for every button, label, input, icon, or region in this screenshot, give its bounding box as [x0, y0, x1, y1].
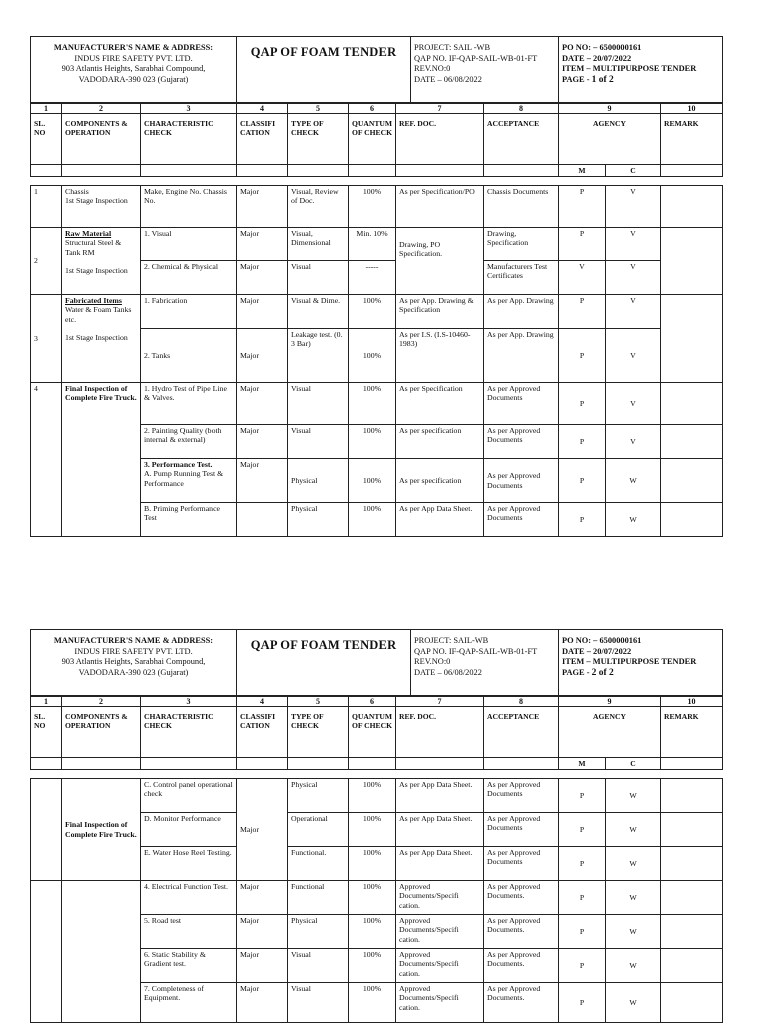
col-remark: REMARK	[661, 707, 723, 758]
manufacturer-address-1: 903 Atlantis Heights, Sarabhai Compound,	[61, 64, 206, 73]
agency-c: C	[606, 165, 661, 177]
col-components: COMPONENTS & OPERATION	[62, 114, 141, 165]
col-characteristic: CHARACTERISTIC CHECK	[141, 114, 237, 165]
col-quantum: QUANTUM OF CHECK	[349, 114, 396, 165]
table-row: 2. Tanks Major Leakage test. (0. 3 Bar) 100% As per I.S. (I.S-10460-1983) As per App. Drawing P V	[31, 329, 723, 383]
qap-number: QAP NO. IF-QAP-SAIL-WB-01-FT	[414, 646, 538, 656]
qap-page-1	[30, 36, 722, 537]
manufacturer-address-2: VADODARA-390 023 (Gujarat)	[78, 667, 189, 677]
col-remark: REMARK	[661, 114, 723, 165]
agency-m: M	[559, 165, 606, 177]
table-row: 3. Performance Test. A. Pump Running Test & Performance Major Physical 100% As per specification As per Approved Documents P W	[31, 459, 723, 503]
po-number: PO NO: – 6500000161	[562, 636, 642, 645]
col-sl: SL. NO	[31, 707, 62, 758]
manufacturer-address-2: VADODARA-390 023 (Gujarat)	[78, 74, 189, 84]
table-row: 4. Electrical Function Test. Major Functional 100% Approved Documents/Specifi cation. As per Approved Documents. P W	[31, 881, 723, 915]
col-acceptance: ACCEPTANCE	[484, 707, 559, 758]
manufacturer-title: MANUFACTURER'S NAME & ADDRESS:	[53, 43, 214, 52]
po-block	[559, 37, 723, 103]
agency-subheader-row	[31, 758, 723, 770]
qap-page-2	[30, 629, 722, 1023]
page-number: PAGE - 2 of 2	[562, 667, 614, 678]
document-title: QAP OF FOAM TENDER	[237, 37, 411, 103]
header-table	[30, 36, 723, 103]
item-name: ITEM – MULTIPURPOSE TENDER	[562, 64, 697, 73]
item-name: ITEM – MULTIPURPOSE TENDER	[562, 657, 697, 666]
project-block	[411, 630, 559, 696]
po-date: DATE – 20/07/2022	[562, 53, 632, 63]
table-row: 3 Fabricated Items Water & Foam Tanks etc. 1st Stage Inspection 1. Fabrication Major Visual & Dime. 100% As per App. Drawing & Specification As per App. Drawing P V	[31, 295, 723, 329]
table-row: B. Priming Performance Test Physical 100% As per App Data Sheet. As per Approved Documents P W	[31, 503, 723, 537]
col-agency: AGENCY	[559, 707, 661, 758]
revision-number: REV.NO:0	[414, 657, 451, 666]
qap-date: DATE – 06/08/2022	[414, 74, 482, 84]
body-table-page-1	[30, 185, 723, 537]
table-row: 1 Chassis 1st Stage Inspection Make, Engine No. Chassis No. Major Visual, Review of Doc. 100% As per Specification/PO Chassis Documents P V	[31, 186, 723, 228]
table-row: 2. Painting Quality (both internal & external) Major Visual 100% As per specification As per Approved Documents P V	[31, 425, 723, 459]
manufacturer-address-1: 903 Atlantis Heights, Sarabhai Compound,	[61, 657, 206, 666]
col-classification: CLASSIFI CATION	[237, 114, 288, 165]
table-row: 2. Chemical & Physical Major Visual ----- Manufacturers Test Certificates V V	[31, 261, 723, 295]
manufacturer-name: INDUS FIRE SAFETY PVT. LTD.	[74, 646, 193, 656]
po-number: PO NO: – 6500000161	[562, 43, 642, 52]
col-characteristic: CHARACTERISTIC CHECK	[141, 707, 237, 758]
revision-number: REV.NO:0	[414, 64, 451, 73]
column-number-row: 1 2 3 4 5 6 7 8 9 10	[31, 104, 723, 114]
column-header-table	[30, 103, 723, 177]
table-row: 4 Final Inspection of Complete Fire Truck. 1. Hydro Test of Pipe Line & Valves. Major Visual 100% As per Specification As per Approved Documents P V	[31, 383, 723, 425]
po-block	[559, 630, 723, 696]
project-block	[411, 37, 559, 103]
qap-date: DATE – 06/08/2022	[414, 667, 482, 677]
col-acceptance: ACCEPTANCE	[484, 114, 559, 165]
project-name: PROJECT: SAIL-WB	[414, 636, 489, 645]
agency-c: C	[606, 758, 661, 770]
qap-number: QAP NO. IF-QAP-SAIL-WB-01-FT	[414, 53, 538, 63]
page-number: PAGE - 1 of 2	[562, 74, 614, 85]
project-name: PROJECT: SAIL -WB	[414, 43, 491, 52]
table-row: D. Monitor Performance Operational 100% As per App Data Sheet. As per Approved Documents P W	[31, 813, 723, 847]
po-date: DATE – 20/07/2022	[562, 646, 632, 656]
column-number-row: 1 2 3 4 5 6 7 8 9 10	[31, 697, 723, 707]
agency-subheader-row	[31, 165, 723, 177]
manufacturer-name: INDUS FIRE SAFETY PVT. LTD.	[74, 53, 193, 63]
table-row: 5. Road test Major Physical 100% Approved Documents/Specifi cation. As per Approved Documents. P W	[31, 915, 723, 949]
col-type: TYPE OF CHECK	[288, 114, 349, 165]
manufacturer-title: MANUFACTURER'S NAME & ADDRESS:	[53, 636, 214, 645]
column-header-row	[31, 707, 723, 758]
col-ref-doc: REF. DOC.	[396, 707, 484, 758]
col-quantum: QUANTUM OF CHECK	[349, 707, 396, 758]
table-row: 7. Completeness of Equipment. Major Visual 100% Approved Documents/Specifi cation. As per Approved Documents. P W	[31, 983, 723, 1023]
body-table-page-2	[30, 778, 723, 1023]
column-header-row	[31, 114, 723, 165]
agency-m: M	[559, 758, 606, 770]
document-title: QAP OF FOAM TENDER	[237, 630, 411, 696]
table-row: Final Inspection of Complete Fire Truck. C. Control panel operational check Major Physical 100% As per App Data Sheet. As per Approved Documents P W	[31, 779, 723, 813]
col-sl: SL. NO	[31, 114, 62, 165]
table-row: 6. Static Stability & Gradient test. Major Visual 100% Approved Documents/Specifi cation. As per Approved Documents. P W	[31, 949, 723, 983]
col-components: COMPONENTS & OPERATION	[62, 707, 141, 758]
manufacturer-block	[31, 37, 237, 103]
header-table	[30, 629, 723, 696]
manufacturer-block	[31, 630, 237, 696]
column-header-table	[30, 696, 723, 770]
col-ref-doc: REF. DOC.	[396, 114, 484, 165]
col-agency: AGENCY	[559, 114, 661, 165]
col-type: TYPE OF CHECK	[288, 707, 349, 758]
col-classification: CLASSIFI CATION	[237, 707, 288, 758]
table-row: E. Water Hose Reel Testing. Functional. 100% As per App Data Sheet. As per Approved Documents P W	[31, 847, 723, 881]
table-row: 2 Raw Material Structural Steel & Tank RM 1st Stage Inspection 1. Visual Major Visual, Dimensional Min. 10% Drawing, PO Specification. Drawing, Specification P V	[31, 228, 723, 261]
